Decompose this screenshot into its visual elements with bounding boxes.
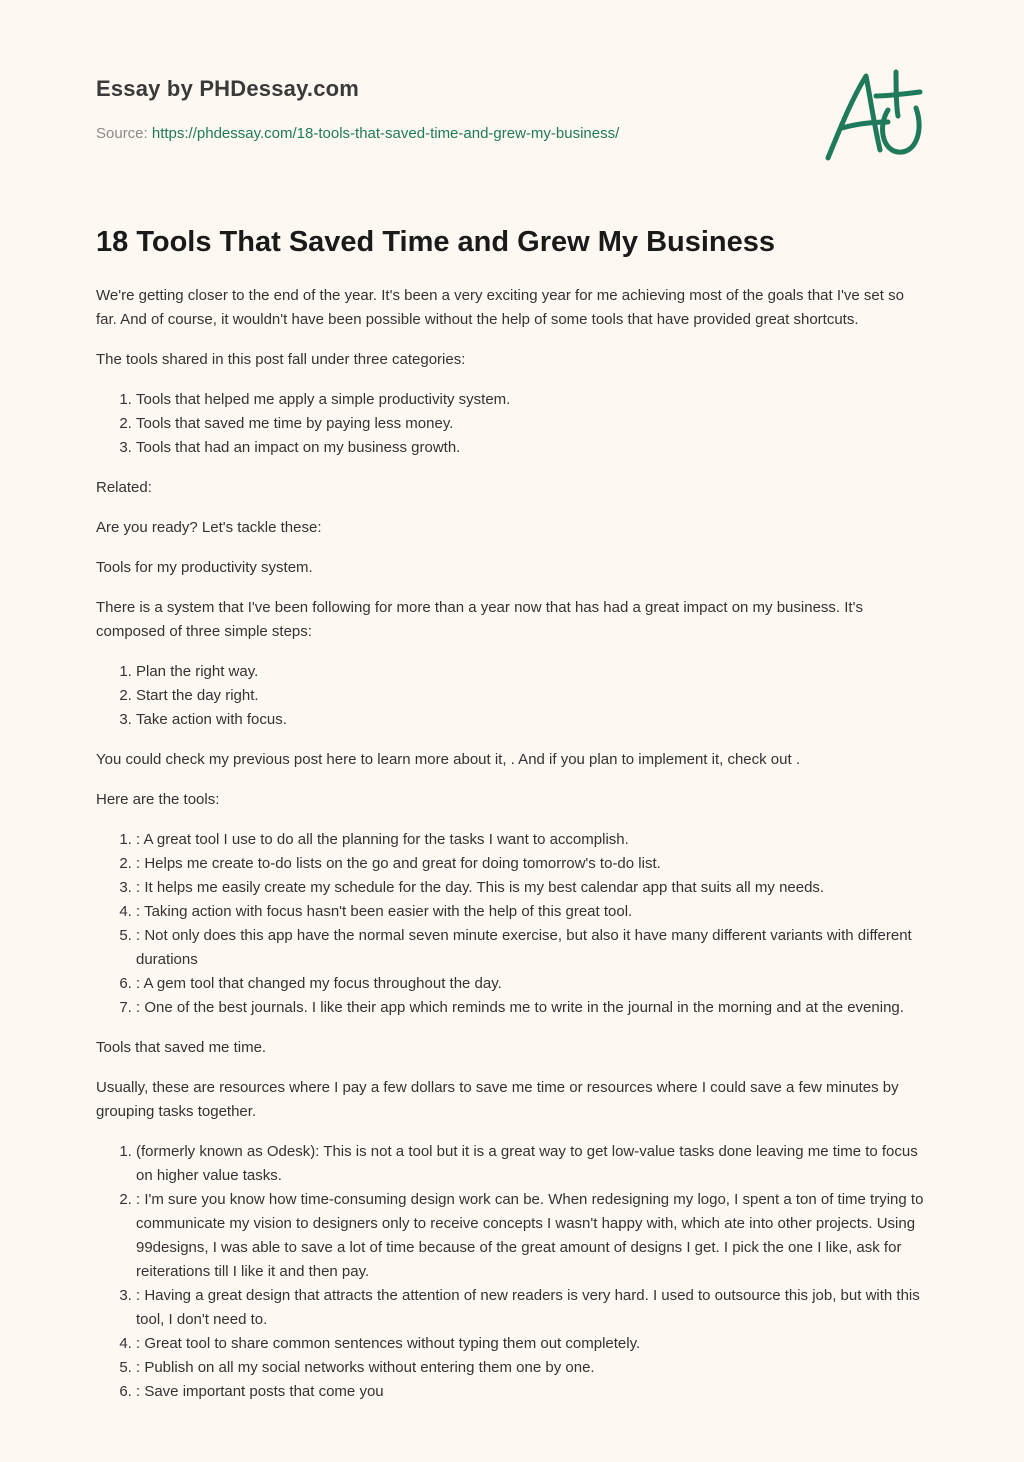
- productivity-heading: Tools for my productivity system.: [96, 559, 313, 576]
- source-line: [96, 125, 619, 142]
- categories-list: [96, 388, 928, 460]
- list-item: 3. : It helps me easily create my schedule for the day. This is my best calendar app that suits all my needs.: [136, 876, 928, 900]
- list-item: 3. : Having a great design that attracts the attention of new readers is very hard. I used to outsource this job, but with this tool, I don't need to.: [136, 1284, 928, 1332]
- list-item: 3. Take action with focus.: [136, 708, 928, 732]
- list-item: 5. : Not only does this app have the normal seven minute exercise, but also it have many different variants with different durations: [136, 924, 928, 972]
- list-item: 1. (formerly known as Odesk): This is not a tool but it is a great way to get low-value tasks done leaving me time to focus on higher value tasks.: [136, 1140, 928, 1188]
- time-heading: Tools that saved me time.: [96, 1039, 267, 1056]
- categories-intro: The tools shared in this post fall under three categories:: [96, 351, 466, 368]
- list-item: 6. : Save important posts that come you: [136, 1380, 928, 1404]
- list-item: 4. : Taking action with focus hasn't been easier with the help of this great tool.: [136, 900, 928, 924]
- list-item: 1. : A great tool I use to do all the planning for the tasks I want to accomplish.: [136, 828, 928, 852]
- steps-list: [96, 660, 928, 732]
- productivity-tools-list: [96, 828, 928, 1020]
- system-intro: There is a system that I've been following for more than a year now that has had a great impact on my business. It's composed of three simple steps:: [96, 599, 863, 640]
- related-label: Related:: [96, 479, 152, 496]
- brand-title: Essay by PHDessay.com: [96, 76, 360, 101]
- article-title: 18 Tools That Saved Time and Grew My Business: [96, 226, 776, 258]
- article-body: [96, 284, 928, 1420]
- list-item: 6. : A gem tool that changed my focus throughout the day.: [136, 972, 928, 996]
- list-item: 7. : One of the best journals. I like their app which reminds me to write in the journal in the morning and at the evening.: [136, 996, 928, 1020]
- list-item: 2. Start the day right.: [136, 684, 928, 708]
- list-item: 1. Tools that helped me apply a simple productivity system.: [136, 388, 928, 412]
- list-item: 2. Tools that saved me time by paying less money.: [136, 412, 928, 436]
- source-label: Source:: [96, 125, 148, 142]
- source-link[interactable]: https://phdessay.com/18-tools-that-saved-time-and-grew-my-business/: [151, 125, 620, 142]
- ready-paragraph: Are you ready? Let's tackle these:: [96, 519, 322, 536]
- list-item: 2. : Helps me create to-do lists on the go and great for doing tomorrow's to-do list.: [136, 852, 928, 876]
- time-tools-list: [96, 1140, 928, 1404]
- time-intro: Usually, these are resources where I pay a few dollars to save me time or resources where I could save a few minutes by grouping tasks together.: [96, 1079, 899, 1120]
- list-item: 2. : I'm sure you know how time-consuming design work can be. When redesigning my logo, I spent a ton of time trying to communicate my vision to designers only to receive concepts I wasn't happy with, which ate into other projects. Using 99designs, I was able to save a lot of time because of the great amount of designs I get. I pick the one I like, ask for reiterations till I like it and then pay.: [136, 1188, 928, 1284]
- list-item: 1. Plan the right way.: [136, 660, 928, 684]
- list-item: 3. Tools that had an impact on my business growth.: [136, 436, 928, 460]
- list-item: 5. : Publish on all my social networks without entering them one by one.: [136, 1356, 928, 1380]
- list-item: 4. : Great tool to share common sentences without typing them out completely.: [136, 1332, 928, 1356]
- intro-paragraph: We're getting closer to the end of the year. It's been a very exciting year for me achieving most of the goals that I've set so far. And of course, it wouldn't have been possible without the help of some tools that have provided great shortcuts.: [96, 287, 904, 328]
- a-plus-logo-icon: [816, 66, 928, 166]
- tools-intro: Here are the tools:: [96, 791, 220, 808]
- previous-post-paragraph: You could check my previous post here to learn more about it, . And if you plan to implement it, check out .: [96, 751, 800, 768]
